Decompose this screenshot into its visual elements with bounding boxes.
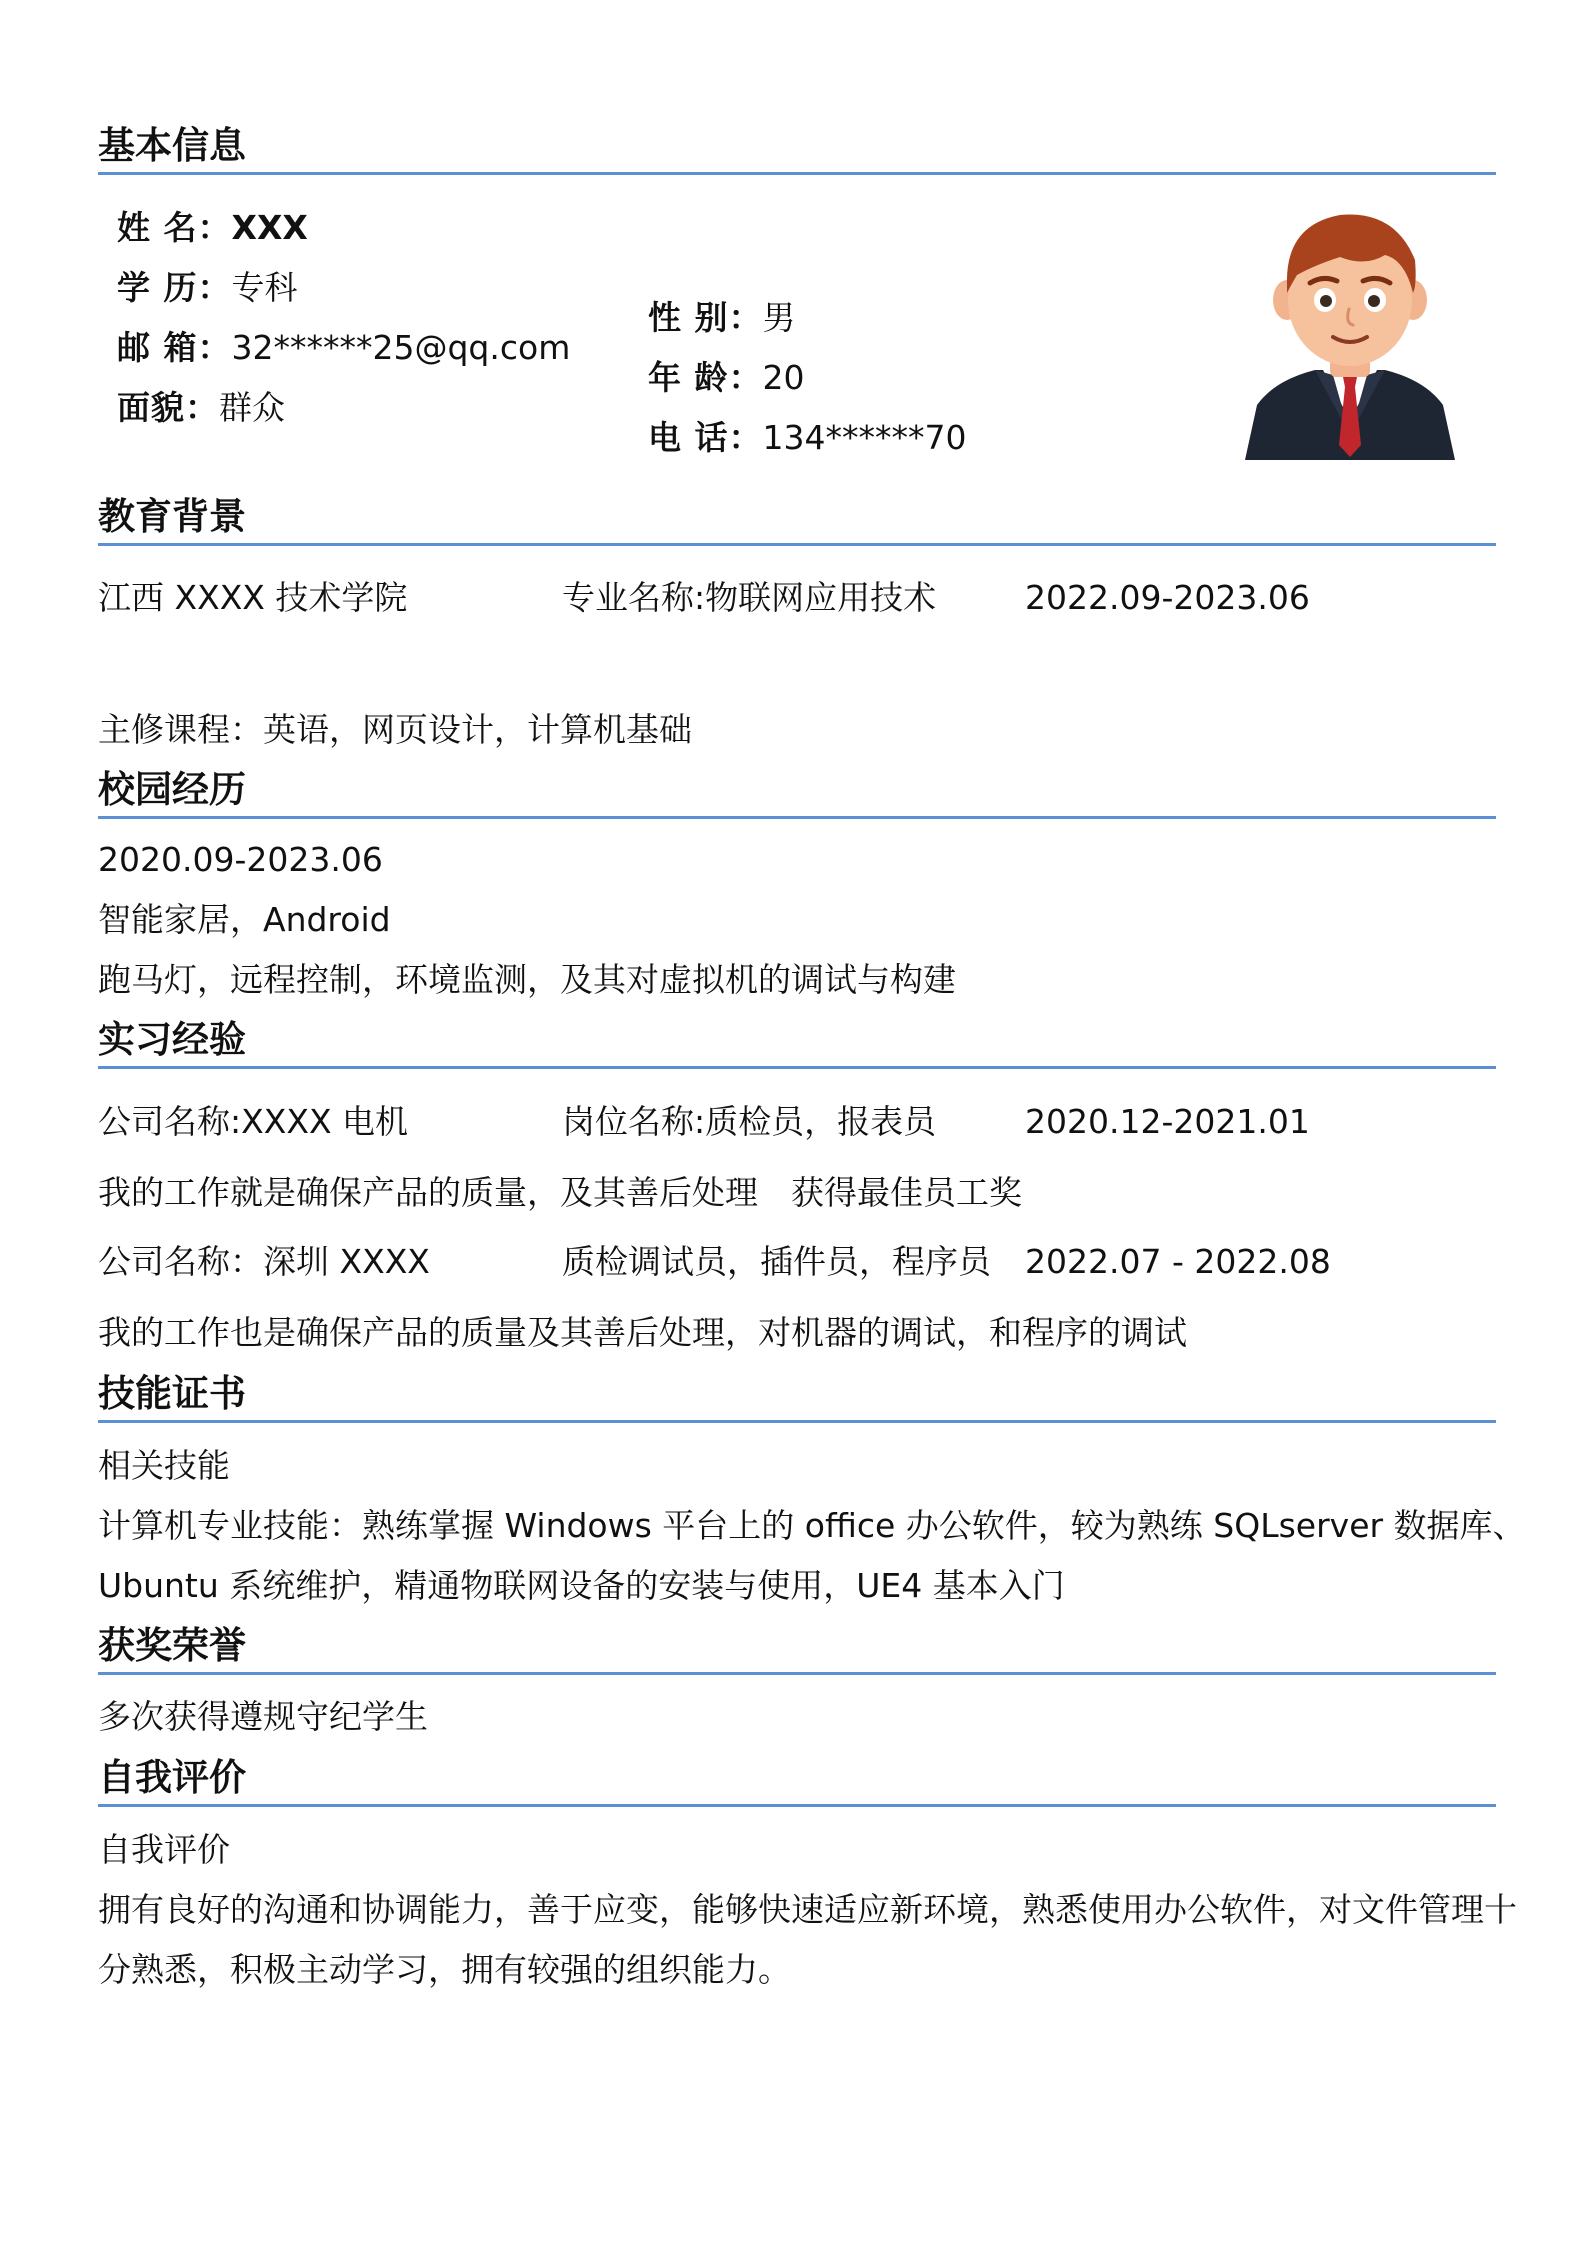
section-rule bbox=[98, 1420, 1496, 1423]
age-label: 年 龄： bbox=[648, 358, 763, 397]
section-title-campus: 校园经历 bbox=[98, 768, 246, 811]
internship-company: 公司名称:XXXX 电机 bbox=[98, 1102, 409, 1141]
education-level-row bbox=[117, 268, 298, 308]
education-courses: 主修课程：英语，网页设计，计算机基础 bbox=[98, 710, 692, 749]
name-value: XXX bbox=[231, 208, 308, 247]
skills-subtitle: 相关技能 bbox=[98, 1446, 230, 1485]
skills-line: Ubuntu 系统维护，精通物联网设备的安装与使用，UE4 基本入门 bbox=[98, 1566, 1065, 1605]
gender-row bbox=[648, 298, 796, 338]
awards-item: 多次获得遵规守纪学生 bbox=[98, 1697, 428, 1736]
edu-value: 专科 bbox=[231, 268, 298, 307]
campus-period: 2020.09-2023.06 bbox=[98, 840, 383, 879]
section-title-internship: 实习经验 bbox=[98, 1018, 246, 1061]
email-value: 32******25@qq.com bbox=[231, 328, 571, 367]
age-value: 20 bbox=[762, 358, 805, 397]
education-period: 2022.09-2023.06 bbox=[1025, 578, 1310, 617]
political-label: 面貌： bbox=[117, 388, 219, 427]
internship-company: 公司名称：深圳 XXXX bbox=[98, 1242, 430, 1281]
campus-project: 智能家居，Android bbox=[98, 900, 391, 939]
email-label: 邮 箱： bbox=[117, 328, 232, 367]
email-row bbox=[117, 328, 570, 368]
section-rule bbox=[98, 1804, 1496, 1807]
self-subtitle: 自我评价 bbox=[98, 1830, 230, 1869]
name-label: 姓 名： bbox=[117, 208, 232, 247]
section-title-awards: 获奖荣誉 bbox=[98, 1624, 246, 1667]
political-row bbox=[117, 388, 285, 428]
name-row bbox=[117, 208, 308, 248]
internship-position: 质检调试员，插件员，程序员 bbox=[562, 1242, 991, 1281]
phone-label: 电 话： bbox=[648, 418, 763, 457]
phone-value: 134******70 bbox=[762, 418, 967, 457]
section-title-education: 教育背景 bbox=[98, 495, 246, 538]
section-title-skills: 技能证书 bbox=[98, 1372, 246, 1415]
cartoon-man-avatar-icon bbox=[1245, 205, 1455, 460]
campus-detail: 跑马灯，远程控制，环境监测，及其对虚拟机的调试与构建 bbox=[98, 960, 956, 999]
self-line: 分熟悉，积极主动学习，拥有较强的组织能力。 bbox=[98, 1950, 791, 1989]
internship-desc: 我的工作就是确保产品的质量，及其善后处理 获得最佳员工奖 bbox=[98, 1173, 1022, 1212]
self-line: 拥有良好的沟通和协调能力，善于应变，能够快速适应新环境，熟悉使用办公软件，对文件管理十 bbox=[98, 1890, 1517, 1929]
internship-period: 2022.07 - 2022.08 bbox=[1025, 1242, 1331, 1281]
political-value: 群众 bbox=[219, 388, 285, 427]
section-rule bbox=[98, 1066, 1496, 1069]
education-major: 专业名称:物联网应用技术 bbox=[562, 578, 937, 617]
section-title-basic: 基本信息 bbox=[98, 124, 246, 167]
section-rule bbox=[98, 172, 1496, 175]
education-school: 江西 XXXX 技术学院 bbox=[98, 578, 408, 617]
section-rule bbox=[98, 816, 1496, 819]
edu-label: 学 历： bbox=[117, 268, 232, 307]
gender-value: 男 bbox=[762, 298, 796, 337]
skills-line: 计算机专业技能：熟练掌握 Windows 平台上的 office 办公软件，较为熟练 SQLserver 数据库、 bbox=[98, 1506, 1526, 1545]
section-title-self: 自我评价 bbox=[98, 1756, 246, 1799]
internship-position: 岗位名称:质检员，报表员 bbox=[562, 1102, 937, 1141]
internship-period: 2020.12-2021.01 bbox=[1025, 1102, 1310, 1141]
age-row bbox=[648, 358, 805, 398]
internship-desc: 我的工作也是确保产品的质量及其善后处理，对机器的调试，和程序的调试 bbox=[98, 1313, 1187, 1352]
section-rule bbox=[98, 1672, 1496, 1675]
section-rule bbox=[98, 543, 1496, 546]
phone-row bbox=[648, 418, 966, 458]
gender-label: 性 别： bbox=[648, 298, 763, 337]
